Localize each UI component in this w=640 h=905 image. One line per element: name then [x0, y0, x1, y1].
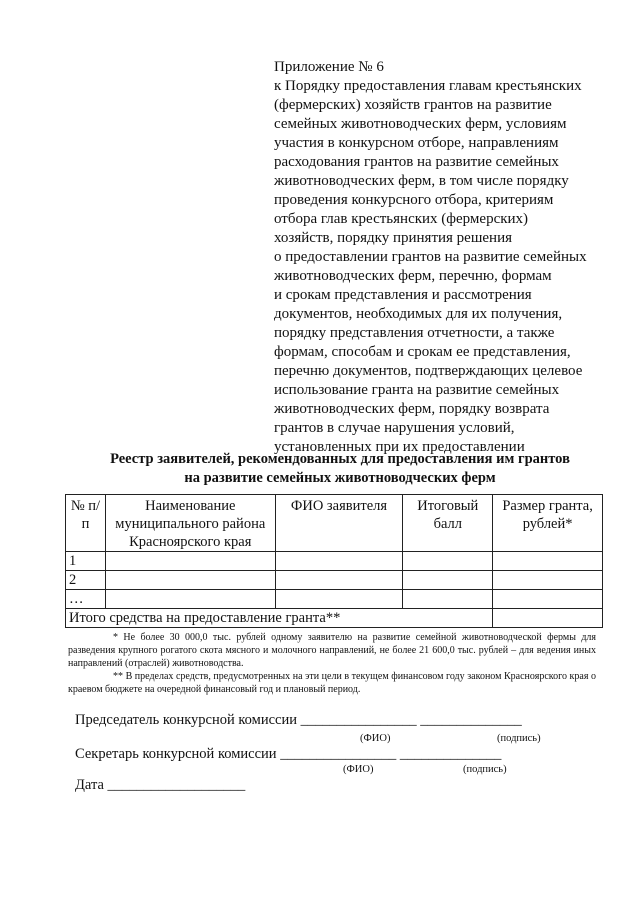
- table-cell: [275, 590, 403, 609]
- table-cell: [105, 571, 275, 590]
- appendix-line: о предоставлении грантов на развитие семейных: [274, 249, 587, 265]
- row-number: 2: [66, 571, 106, 590]
- appendix-line: использование гранта на развитие семейных: [274, 382, 560, 398]
- table-cell: [403, 552, 493, 571]
- total-value-cell: [493, 609, 603, 628]
- table-cell: [105, 590, 275, 609]
- table-cell: [105, 552, 275, 571]
- chairman-fio-blank: ________________: [300, 712, 417, 728]
- table-total-row: [66, 609, 603, 628]
- appendix-line: семейных животноводческих ферм, условиям: [274, 116, 567, 132]
- appendix-line: и срокам представления и рассмотрения: [274, 287, 532, 303]
- chairman-label: Председатель конкурсной комиссии: [75, 712, 297, 728]
- table-cell: [275, 552, 403, 571]
- appendix-line: формам, способам и срокам ее представления,: [274, 344, 571, 360]
- appendix-line: установленных при их предоставлении: [274, 439, 525, 455]
- row-number: 1: [66, 552, 106, 571]
- appendix-line: животноводческих ферм, в том числе порядку: [274, 173, 569, 189]
- date-label: Дата: [75, 777, 104, 793]
- footnotes: [68, 631, 596, 696]
- appendix-line: грантов в случае нарушения условий,: [274, 420, 515, 436]
- date-blank: ___________________: [107, 777, 246, 793]
- header-score: Итоговый балл: [403, 495, 493, 552]
- appendix-line: участия в конкурсном отборе, направлениям: [274, 135, 559, 151]
- chairman-signature-caption: (подпись): [497, 733, 541, 744]
- table-cell: [493, 590, 603, 609]
- appendix-line: к Порядку предоставления главам крестьянских: [274, 78, 582, 94]
- header-district: Наименование муниципального района Красноярского края: [105, 495, 275, 552]
- secretary-signature-line: [75, 746, 501, 763]
- secretary-signature-blank: ______________: [399, 746, 502, 762]
- table-row: [66, 552, 603, 571]
- table-cell: [493, 552, 603, 571]
- secretary-fio-blank: ________________: [280, 746, 397, 762]
- table-cell: [493, 571, 603, 590]
- table-cell: [403, 590, 493, 609]
- table-row: [66, 590, 603, 609]
- appendix-line: порядку представления отчетности, а также: [274, 325, 555, 341]
- header-applicant: ФИО заявителя: [275, 495, 403, 552]
- footnote-1: * Не более 30 000,0 тыс. рублей одному заявителю на развитие семейной животноводческой фермы для разведения крупного рогатого скота мясного и молочного направлений, не более 21 600,0 тыс. рублей – для ведения иных направлений (отраслей) животноводства.: [68, 632, 596, 669]
- appendix-block: [274, 58, 604, 457]
- total-label: Итого средства на предоставление гранта**: [66, 609, 493, 628]
- appendix-line: (фермерских) хозяйств грантов на развитие: [274, 97, 552, 113]
- appendix-line: проведения конкурсного отбора, критериям: [274, 192, 554, 208]
- header-number: № п/п: [66, 495, 106, 552]
- appendix-line: животноводческих ферм, порядку возврата: [274, 401, 550, 417]
- registry-title-line2: на развитие семейных животноводческих ферм: [184, 470, 496, 486]
- appendix-line: хозяйств, порядку принятия решения: [274, 230, 512, 246]
- table-row: [66, 571, 603, 590]
- appendix-line: отбора глав крестьянских (фермерских): [274, 211, 529, 227]
- registry-title-line1: Реестр заявителей, рекомендованных для предоставления им грантов: [110, 451, 570, 467]
- registry-table: [65, 494, 603, 628]
- appendix-line: перечню документов, подтверждающих целевое: [274, 363, 583, 379]
- chairman-signature-line: [75, 712, 522, 729]
- table-cell: [275, 571, 403, 590]
- header-grant-amount: Размер гранта, рублей*: [493, 495, 603, 552]
- table-cell: [403, 571, 493, 590]
- chairman-fio-caption: (ФИО): [360, 733, 391, 744]
- appendix-line: животноводческих ферм, перечню, формам: [274, 268, 552, 284]
- secretary-signature-caption: (подпись): [463, 764, 507, 775]
- date-line: [75, 777, 245, 794]
- secretary-label: Секретарь конкурсной комиссии: [75, 746, 277, 762]
- footnote-2: ** В пределах средств, предусмотренных на эти цели в текущем финансовом году законом Красноярского края о краевом бюджете на очередной финансовый год и плановый период.: [68, 671, 596, 695]
- chairman-signature-blank: ______________: [420, 712, 522, 728]
- appendix-line: Приложение № 6: [274, 59, 384, 75]
- appendix-line: документов, необходимых для их получения,: [274, 306, 563, 322]
- appendix-line: расходования грантов на развитие семейных: [274, 154, 559, 170]
- registry-title: [60, 450, 620, 488]
- table-header-row: [66, 495, 603, 552]
- secretary-fio-caption: (ФИО): [343, 764, 374, 775]
- row-number: …: [66, 590, 106, 609]
